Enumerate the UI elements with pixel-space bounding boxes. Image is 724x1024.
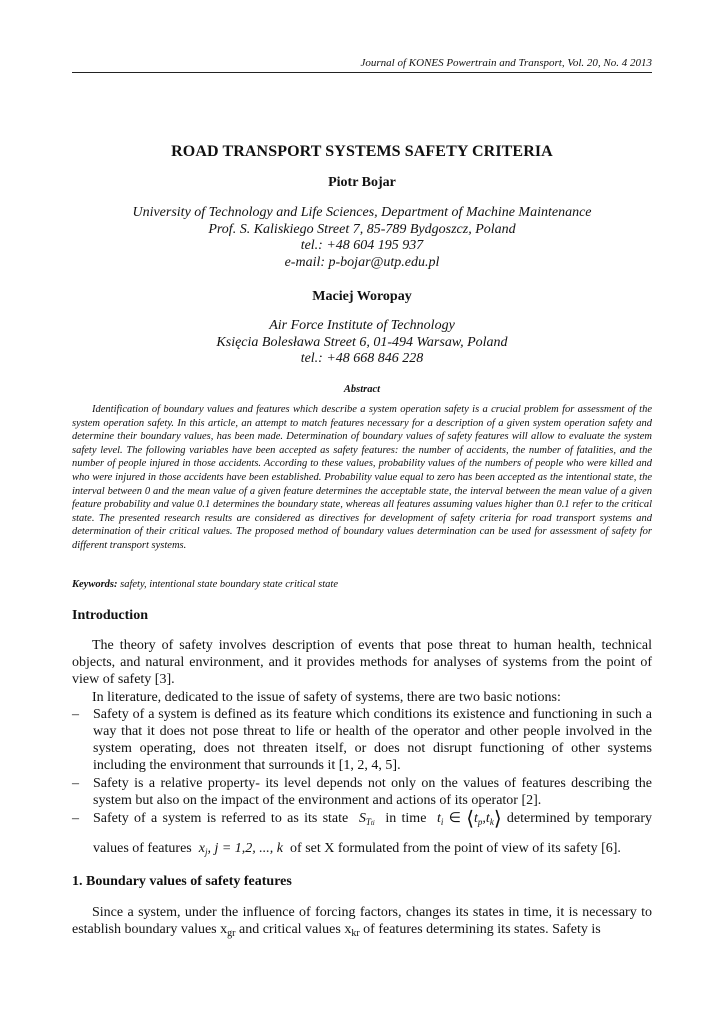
- affiliation-email: e-mail: p-bojar@utp.edu.pl: [284, 254, 440, 270]
- affiliation-line: Księcia Bolesława Street 6, 01-494 Warsaw, Poland: [216, 334, 508, 350]
- list-item: [72, 806, 652, 865]
- paragraph: In literature, dedicated to the issue of safety of systems, there are two basic notions:: [92, 689, 561, 705]
- affiliation-line: Prof. S. Kaliskiego Street 7, 85-789 Bydgoszcz, Poland: [208, 221, 516, 237]
- section-heading: Introduction: [72, 608, 148, 623]
- abstract-text: Identification of boundary values and features which describe a system operation safety is a crucial problem for assessment of the system operation safety. In this article, an attempt to match features necessary for a description of a given system operation safety and determine their boundary values, has been made. Determination of boundary values of safety features will allow to evaluate the system safety level. The following variables have been accepted as safety features: the number of accidents, the number of fatalities, and the number of people injured in those accidents. According to these values, probability values of the numbers of people who were killed and who were injured in those accidents have been established. Probability value equal to zero has been accepted as the intentional state, the interval between 0 and the mean value of a given feature determines the acceptable state, the interval between the mean value of a given feature probability and value 0.1 determines the boundary state, whereas all features assuming values higher than 0.1 refer to the critical state. The presented research results are considered as directives for development of safety criteria for road transport systems and determination of their critical values. The proposed method of boundary values determination can be used for assessment of safety for different transport systems.: [72, 404, 652, 551]
- list-dash: –: [72, 775, 79, 791]
- affiliation-line: tel.: +48 668 846 228: [300, 351, 424, 366]
- list-item-text: in time: [385, 811, 427, 827]
- introduction-body: [72, 637, 652, 865]
- feature-formula: $x_j$, j = 1,2, ..., k: [198, 841, 284, 858]
- list-item: [72, 706, 652, 775]
- list-dash: –: [72, 706, 79, 722]
- journal-header: Journal of KONES Powertrain and Transport, Vol. 20, No. 4 2013: [360, 57, 652, 69]
- author-name: Maciej Woropay: [312, 289, 412, 304]
- keywords-text: safety, intentional state boundary state critical state: [120, 579, 338, 590]
- list-item-text: determined by temporary values of features: [93, 811, 653, 857]
- list-item-text: of set X formulated from the point of view of its safety [6].: [290, 841, 621, 857]
- section-heading: 1. Boundary values of safety features: [72, 874, 292, 889]
- abstract-heading: Abstract: [343, 384, 381, 395]
- author-affiliation: [72, 318, 652, 368]
- keywords: [72, 579, 652, 590]
- list-item-text: Safety of a system is defined as its feature which conditions its existence and functioning in such a way that it does not pose threat to life or health of the operator and other people involved in the system operating, does not threaten itself, or does not disrupt functioning of other systems including the environment that surrounds it [1, 2, 4, 5].: [93, 706, 652, 774]
- affiliation-line: Air Force Institute of Technology: [269, 318, 455, 333]
- author-name: Piotr Bojar: [328, 175, 396, 190]
- paper-title: ROAD TRANSPORT SYSTEMS SAFETY CRITERIA: [171, 143, 553, 160]
- paragraph: The theory of safety involves description of events that pose threat to human health, technical objects, and natural environment, and it provides methods for analyses of systems from the point of view of safety [3].: [72, 638, 652, 688]
- list-item-text: Safety of a system is referred to as its state: [93, 811, 349, 827]
- list-dash: –: [72, 811, 79, 827]
- keywords-label: Keywords:: [72, 579, 118, 590]
- time-formula: $t_i$ ∈ $⟨t_p,t_k⟩$: [437, 808, 502, 831]
- state-formula: $S_{Tti}$: [358, 811, 375, 828]
- paragraph: Since a system, under the influence of forcing factors, changes its states in time, it is necessary to establish boundary values $x_{gr}$ and critical values $x_{kr}$ of features determining its states. Safety is: [72, 905, 652, 940]
- author-affiliation: [72, 205, 652, 271]
- list-item: [72, 775, 652, 809]
- affiliation-line: University of Technology and Life Sciences, Department of Machine Maintenance: [132, 205, 592, 220]
- header-rule: [72, 72, 652, 73]
- list-item-text: Safety is a relative property- its level depends not only on the values of features describing the system but also on the impact of the environment and actions of its operator [2].: [93, 775, 652, 808]
- section1-body: [72, 904, 652, 942]
- affiliation-line: tel.: +48 604 195 937: [300, 238, 424, 253]
